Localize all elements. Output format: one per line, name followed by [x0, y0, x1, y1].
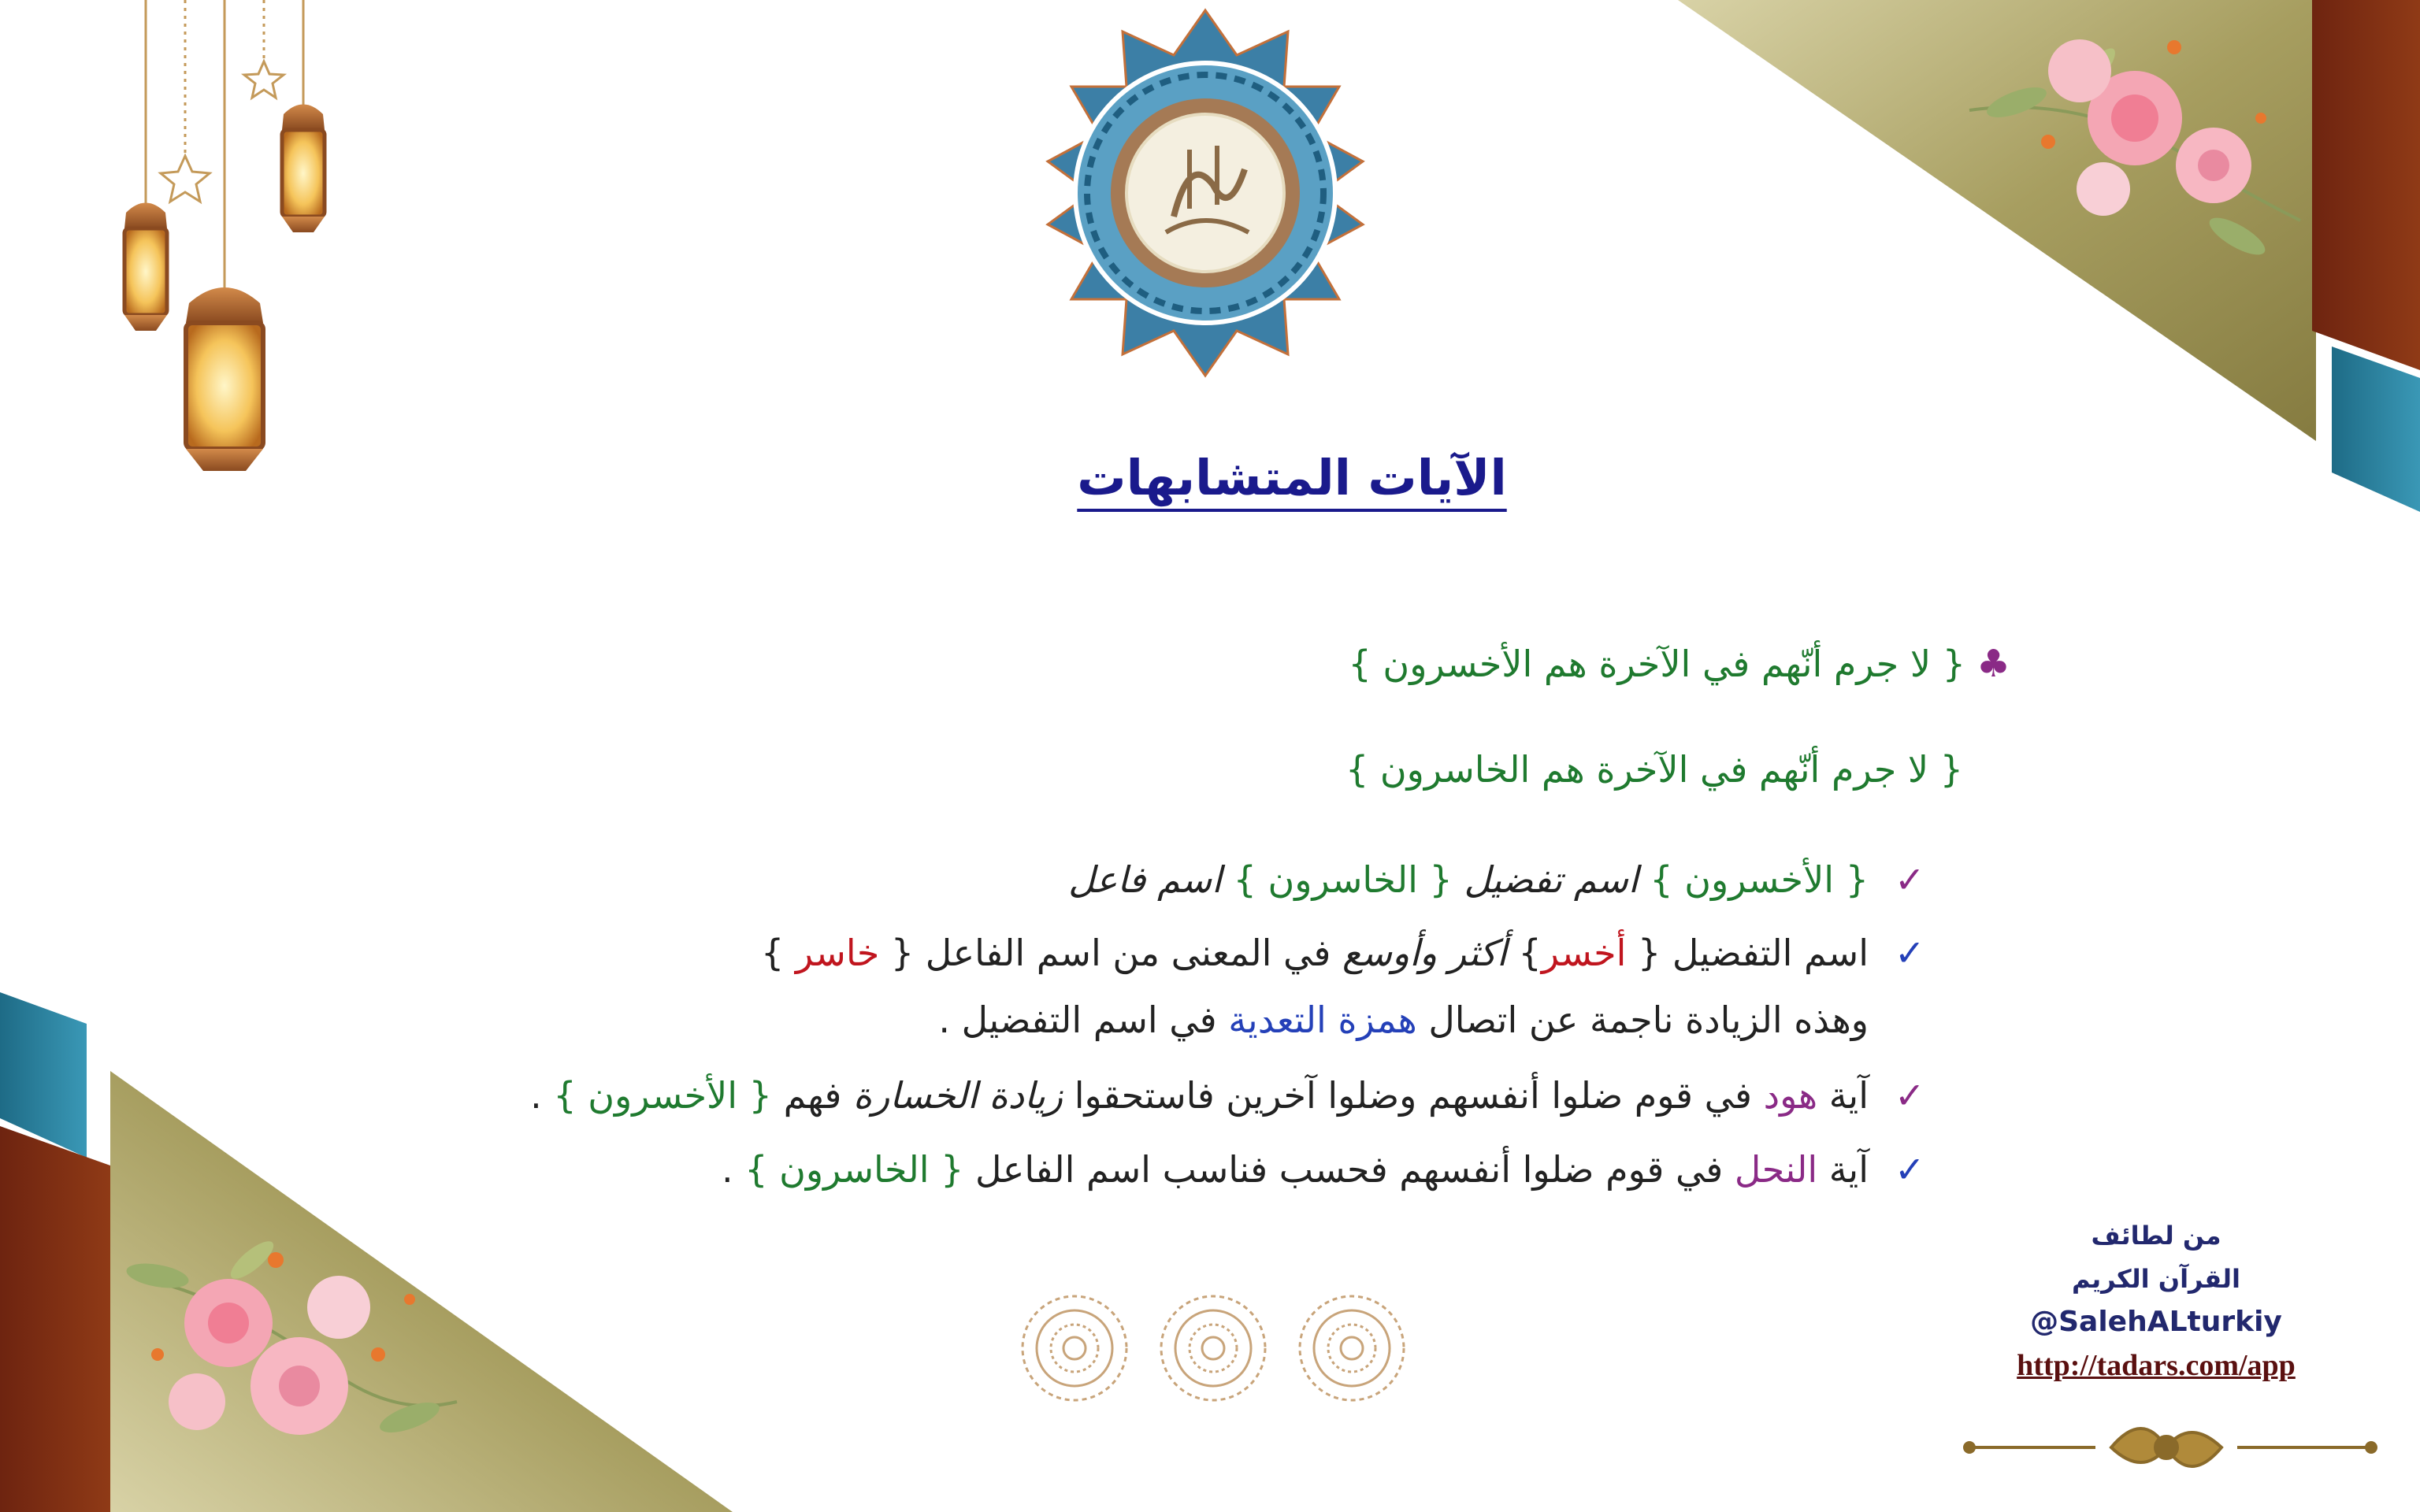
brace: }: [1650, 858, 1673, 901]
emphasis-text: زيادة الخسارة: [853, 1074, 1063, 1117]
sura-hud: هود: [1763, 1074, 1818, 1117]
term-akhsaroon: { الأخسرون }: [553, 1074, 772, 1117]
type-label: اسم فاعل: [1068, 858, 1222, 901]
point-text: وهذه الزيادة ناجمة عن اتصال: [1428, 999, 1869, 1041]
check-icon: ✓: [1895, 932, 1925, 974]
period: .: [530, 1074, 542, 1117]
lantern-3: [282, 105, 325, 233]
term-khasiroon-text: الخاسرون: [1268, 858, 1418, 901]
term-khasir: خاسر: [795, 932, 880, 974]
brace: }: [761, 932, 785, 974]
term-hamzat-altaadiya: همزة التعدية: [1228, 999, 1417, 1041]
mandala-ornaments: [1023, 1296, 1404, 1400]
credit-handle: @SalehALturkiy: [2030, 1306, 2282, 1338]
point-text: في قوم ضلوا أنفسهم فحسب فناسب اسم الفاعل: [975, 1148, 1724, 1191]
point-text: في المعنى من اسم الفاعل {: [890, 932, 1331, 974]
term-khasiroon: { الخاسرون }: [1233, 858, 1453, 901]
brace: {: [1845, 858, 1869, 901]
bottom-left-corner-shapes: [0, 992, 733, 1512]
point-text: في قوم ضلوا أنفسهم وضلوا آخرين فاستحقوا: [1074, 1074, 1752, 1117]
type-label: اسم تفضيل: [1464, 858, 1639, 901]
quran-medallion-logo: [1048, 10, 1363, 376]
point-text: اسم التفضيل {: [1637, 932, 1869, 974]
emphasis-text: أكثر وأوسع: [1342, 932, 1507, 974]
point-text: في اسم التفضيل .: [938, 999, 1217, 1041]
club-icon: ♣: [1976, 642, 2010, 686]
term-akhsaroon: الأخسرون: [1684, 858, 1835, 901]
point-text: فهم: [783, 1074, 842, 1117]
ornament-divider: [1965, 1429, 2376, 1466]
lantern-1: [124, 203, 167, 332]
point-text: آية: [1828, 1148, 1869, 1191]
check-icon: ✓: [1895, 1148, 1925, 1191]
credit-line-1: من لطائف: [2091, 1221, 2221, 1251]
point-4: [722, 1148, 1869, 1191]
term-akhsar: أخسر: [1541, 932, 1627, 974]
sura-nahl: النحل: [1734, 1148, 1818, 1191]
credit-line-2: القرآن الكريم: [2072, 1264, 2240, 1294]
lanterns-decoration: [146, 0, 303, 291]
lantern-2: [186, 287, 263, 471]
point-2: [761, 932, 1869, 974]
point-2-continued: [938, 999, 1869, 1041]
point-3: [530, 1074, 1869, 1117]
verse-line-2: { لا جرم أنّهم في الآخرة هم الخاسرون }: [1345, 748, 1963, 791]
verse-line-1: [1349, 642, 2010, 686]
verse-text-1: { لا جرم أنّهم في الآخرة هم الأخسرون }: [1348, 643, 1965, 685]
brace: }: [1518, 932, 1542, 974]
point-text: آية: [1828, 1074, 1869, 1117]
credit-url-link[interactable]: http://tadars.com/app: [2017, 1349, 2296, 1382]
check-icon: ✓: [1895, 1074, 1925, 1117]
period: .: [721, 1148, 733, 1191]
check-icon: ✓: [1895, 858, 1925, 901]
page-title: الآيات المتشابهات: [1077, 449, 1507, 506]
term-khasiroon: { الخاسرون }: [744, 1148, 964, 1191]
point-1: [1068, 858, 1869, 901]
